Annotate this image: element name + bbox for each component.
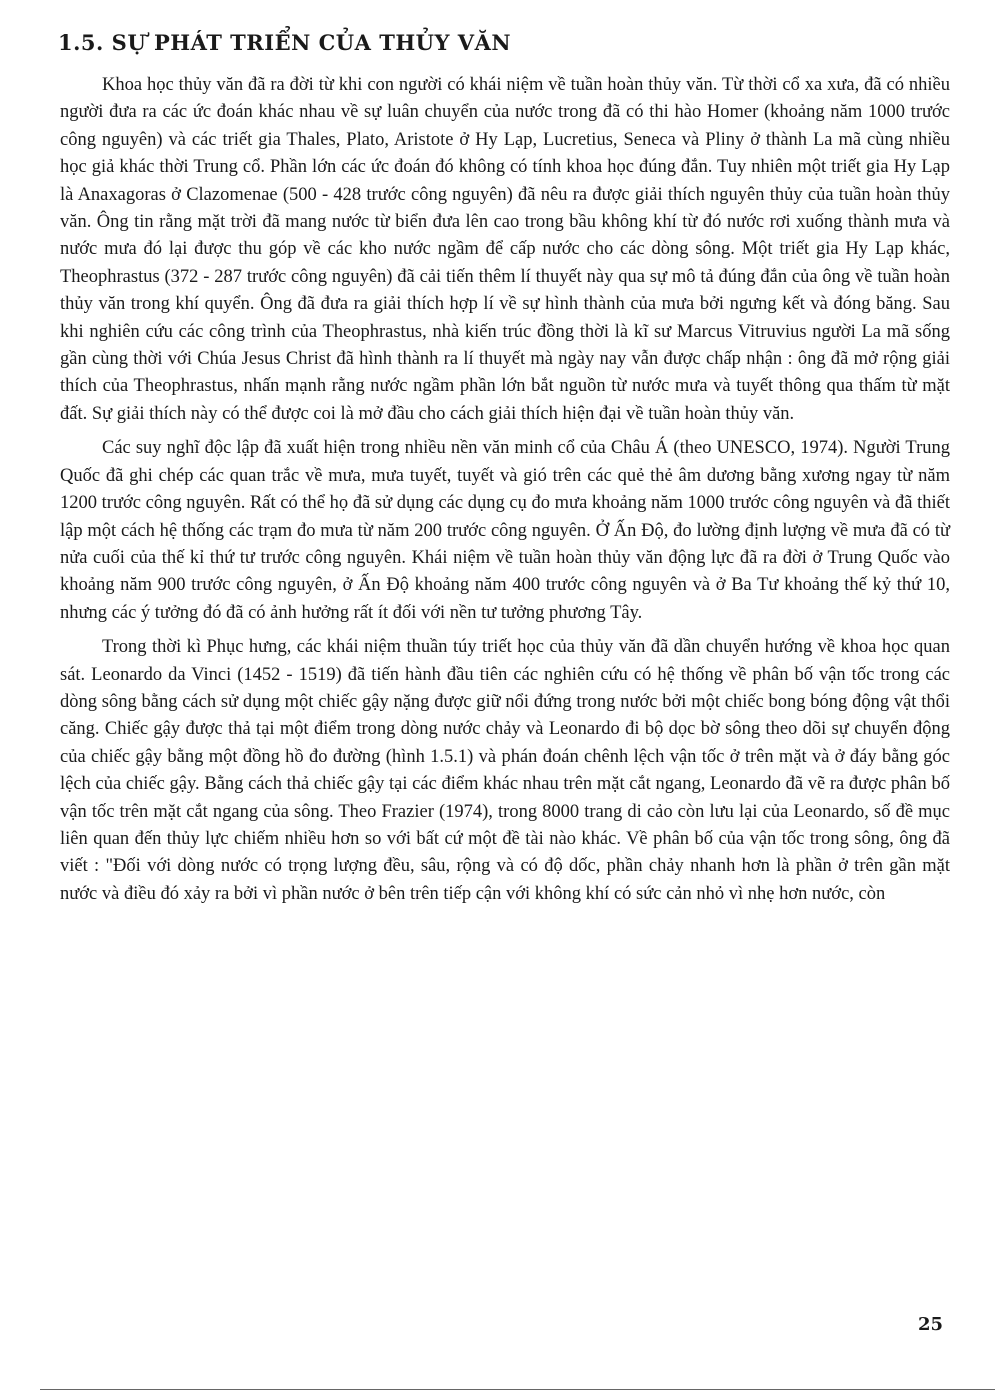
section-heading: 1.5. SỰ PHÁT TRIỂN CỦA THỦY VĂN — [58, 30, 512, 55]
paragraph-asia: Các suy nghĩ độc lập đã xuất hiện trong nhiều nền văn minh cổ của Châu Á (theo UNESCO, 1974). Người Trung Quốc đã ghi chép các quan trắc về mưa, mưa tuyết, tuyết và gió trên các quẻ thẻ âm dương bằng xương ngay từ năm 1200 trước công nguyên. Rất có thể họ đã sử dụng các dụng cụ đo mưa khoảng năm 1000 trước công nguyên và đã thiết lập một cách hệ thống các trạm đo mưa từ năm 200 trước công nguyên. Ở Ấn Độ, đo lường định lượng về mưa đã có từ nửa cuối của thế kỉ thứ tư trước công nguyên. Khái niệm về tuần hoàn thủy văn động lực đã ra đời ở Trung Quốc vào khoảng năm 900 trước công nguyên, ở Ấn Độ khoảng năm 400 trước công nguyên và ở Ba Tư khoảng thế kỷ thứ 10, nhưng các ý tưởng đó đã có ảnh hưởng rất ít đối với nền tư tưởng phương Tây. — [60, 438, 950, 623]
body-text — [60, 72, 950, 908]
paragraph-origins: Khoa học thủy văn đã ra đời từ khi con người có khái niệm về tuần hoàn thủy văn. Từ thời cổ xa xưa, đã có nhiều người đưa ra các ức đoán khác nhau về sự luân chuyển của nước trong đã có thi hào Homer (khoảng năm 1000 trước công nguyên) và các triết gia Thales, Plato, Aristote ở Hy Lạp, Lucretius, Seneca và Pliny ở thành La mã cùng nhiều học giả khác thời Trung cổ. Phần lớn các ức đoán đó không có tính khoa học đúng đắn. Tuy nhiên một triết gia Hy Lạp là Anaxagoras ở Clazomenae (500 - 428 trước công nguyên) đã nêu ra được giải thích nguyên thủy của tuần hoàn thủy văn. Ông tin rằng mặt trời đã mang nước từ biển đưa lên cao trong bầu không khí từ đó nước rơi xuống thành mưa và nước mưa đó lại được thu góp về các kho nước ngầm để cấp nước cho các dòng sông. Một triết gia Hy Lạp khác, Theophrastus (372 - 287 trước công nguyên) đã cải tiến thêm lí thuyết này qua sự mô tả đúng đắn của ông về tuần hoàn thủy văn trong khí quyển. Ông đã đưa ra giải thích hợp lí về sự hình thành của mưa bởi ngưng kết và đóng băng. Sau khi nghiên cứu các công trình của Theophrastus, nhà kiến trúc đồng thời là kĩ sư Marcus Vitruvius người La mã sống gần cùng thời với Chúa Jesus Christ đã hình thành ra lí thuyết mà ngày nay vẫn được chấp nhận : ông đã mở rộng giải thích của Theophrastus, nhấn mạnh rằng nước ngầm phần lớn bắt nguồn từ nước mưa và tuyết thông qua thấm từ mặt đất. Sự giải thích này có thể được coi là mở đầu cho cách giải thích hiện đại về tuần hoàn thủy văn. — [60, 75, 950, 424]
paragraph-renaissance: Trong thời kì Phục hưng, các khái niệm thuần túy triết học của thủy văn đã dần chuyển hướng về khoa học quan sát. Leonardo da Vinci (1452 - 1519) đã tiến hành đầu tiên các nghiên cứu có hệ thống về phân bố vận tốc trong các dòng sông bằng cách sử dụng một chiếc gậy nặng được giữ nổi đứng trong nước bởi một chiếc bong bóng động vật thổi căng. Chiếc gậy được thả tại một điểm trong dòng nước chảy và Leonardo đi bộ dọc bờ sông theo dõi sự chuyển động của chiếc gậy bằng một đồng hồ đo đường (hình 1.5.1) và phán đoán chênh lệch vận tốc ở trên mặt và ở đáy bằng góc lệch của chiếc gậy. Bằng cách thả chiếc gậy tại các điểm khác nhau trên mặt cắt ngang, Leonardo đã vẽ ra được phân bố vận tốc trên mặt cắt ngang của sông. Theo Frazier (1974), trong 8000 trang di cảo còn lưu lại của Leonardo, số đề mục liên quan đến thủy lực chiếm nhiều hơn so với bất cứ một đề tài nào khác. Về phân bố của vận tốc trong sông, ông đã viết : "Đối với dòng nước có trọng lượng đều, sâu, rộng và có độ dốc, phần chảy nhanh hơn là phần ở trên gần mặt nước và điều đó xảy ra bởi vì phần nước ở bên trên tiếp cận với không khí có sức cản nhỏ vì nhẹ hơn nước, còn — [60, 637, 950, 904]
page-number: 25 — [918, 1314, 944, 1335]
bottom-rule — [40, 1389, 995, 1390]
